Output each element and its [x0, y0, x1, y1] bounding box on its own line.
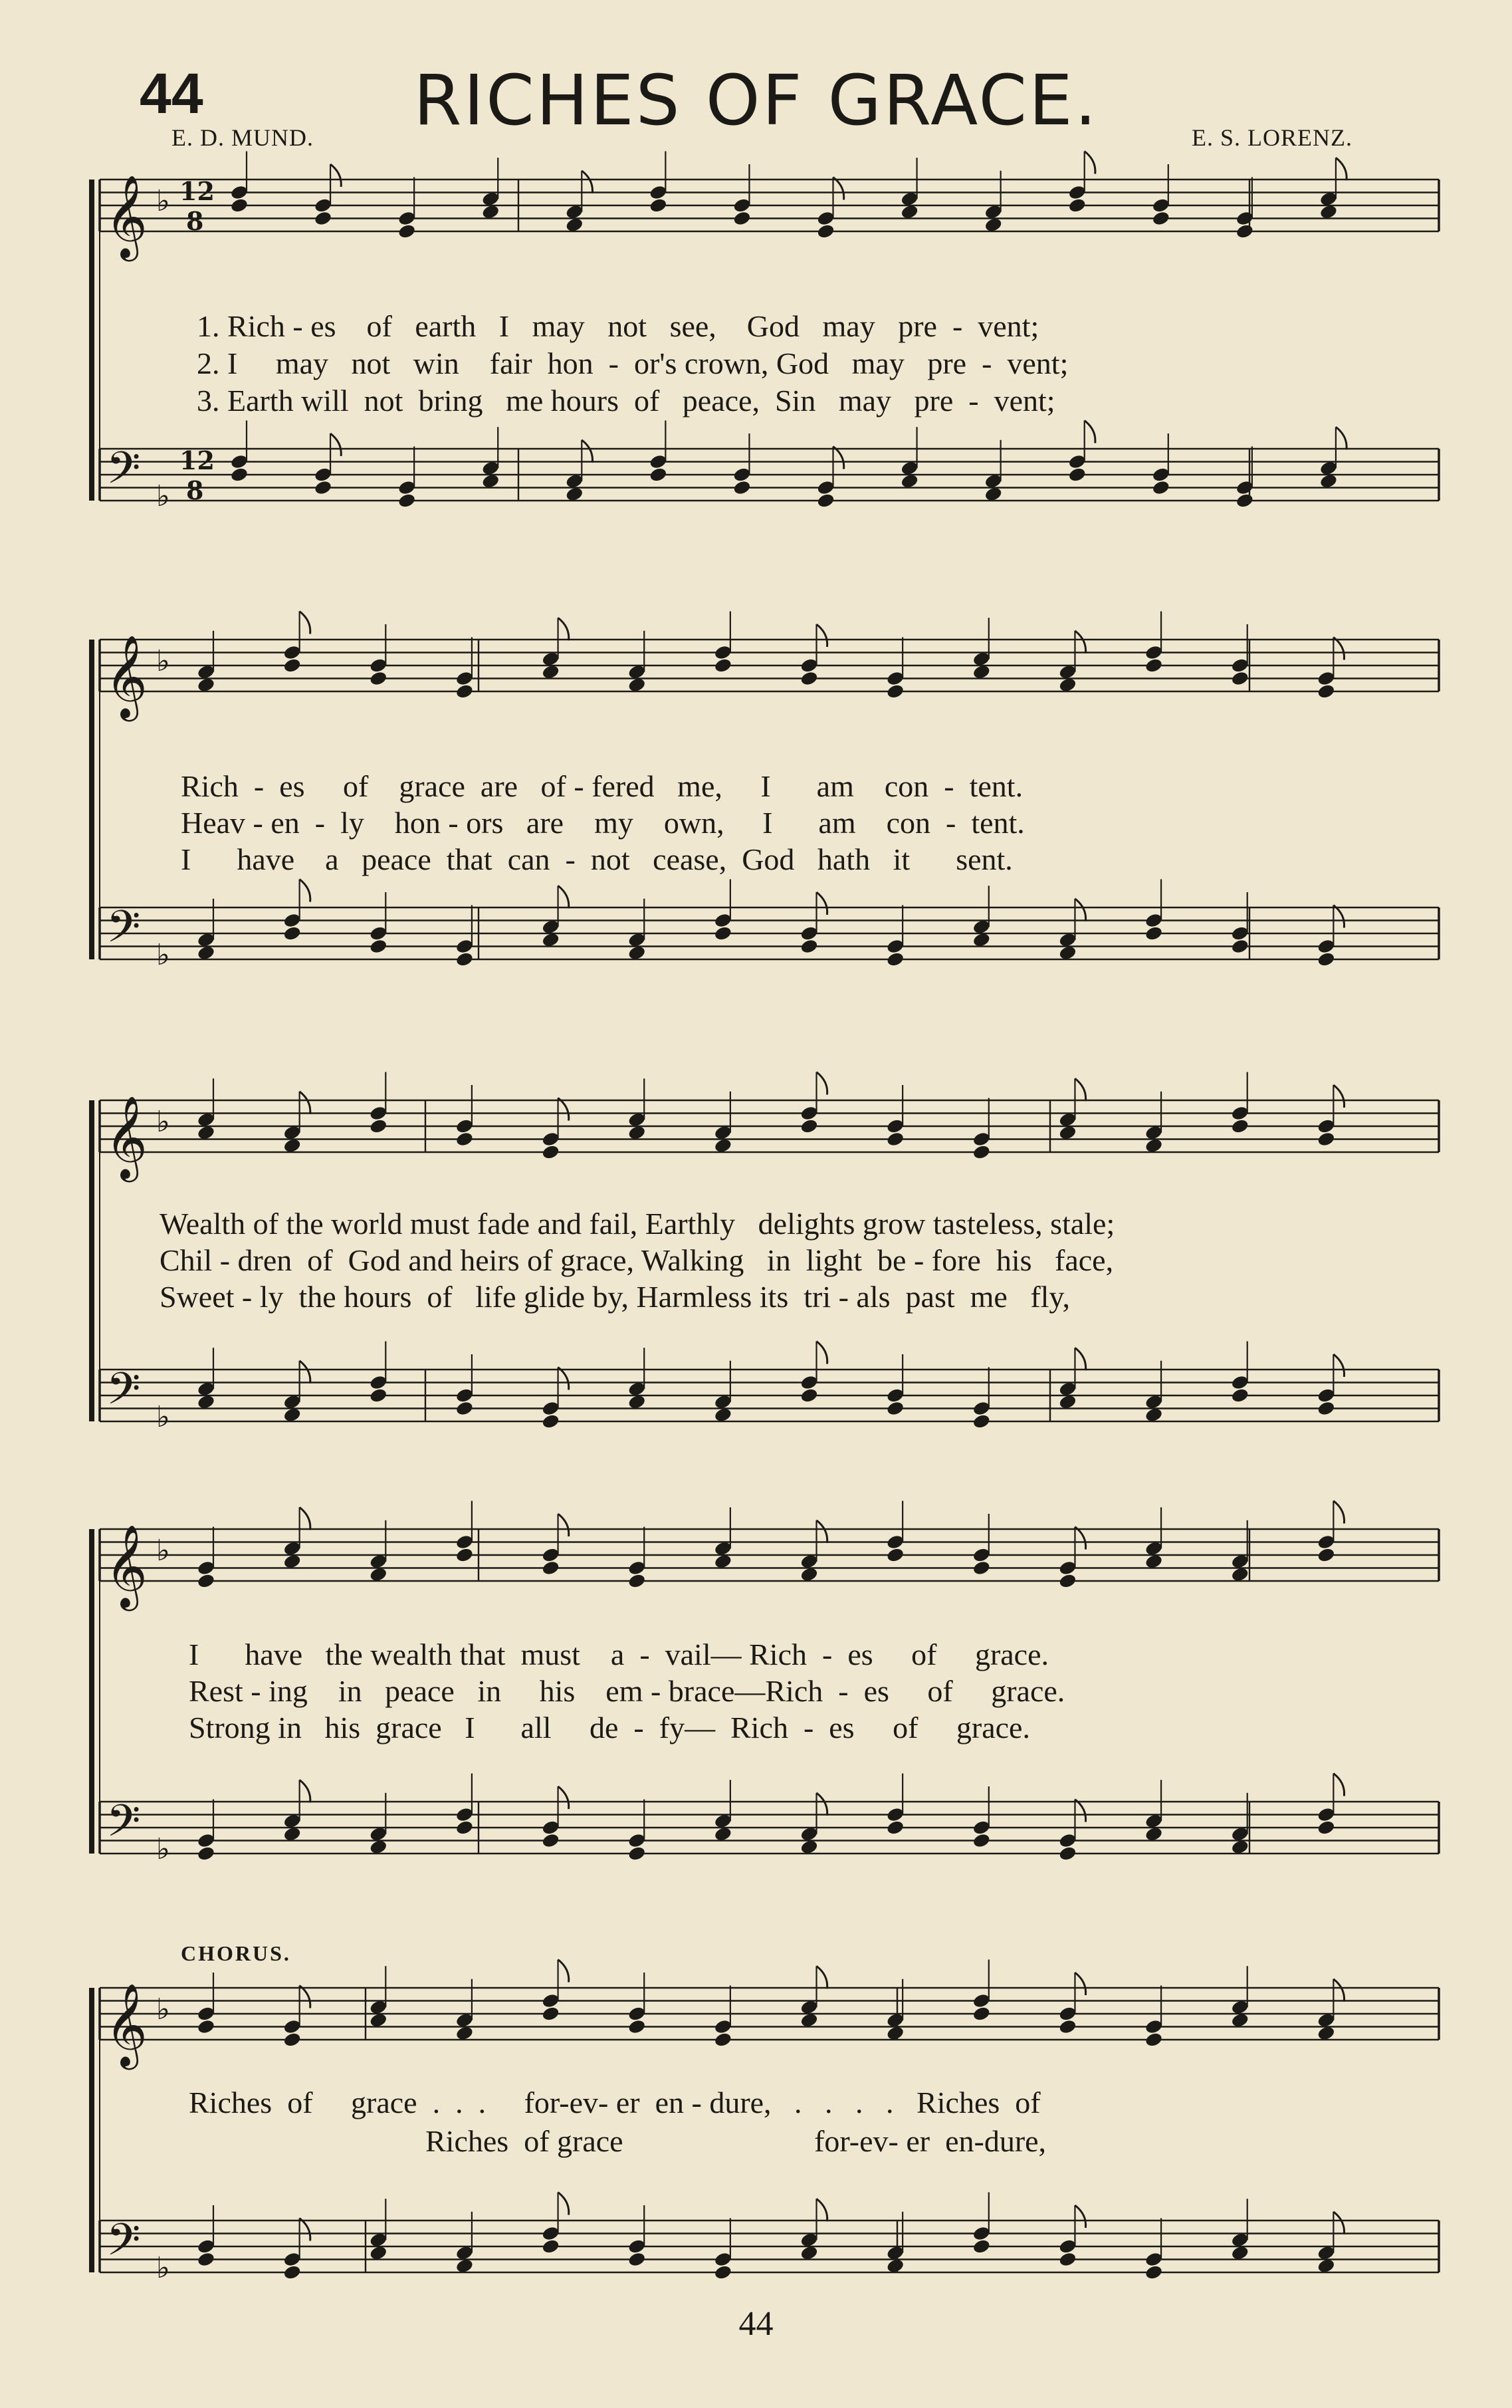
flat-sign-icon: ♭ [156, 938, 170, 972]
verse-1-line-4: I have the wealth that must a - vail— Rich - es of grace. [189, 1637, 1049, 1671]
treble-clef-icon: 𝄞 [105, 1096, 148, 1179]
note-head [1230, 670, 1249, 687]
note-head [1058, 1846, 1077, 1862]
verse-1-line-3: Wealth of the world must fade and fail, Earthly delights grow tasteless, stale; [160, 1207, 1115, 1241]
note-flag [1333, 1501, 1344, 1524]
note-head [886, 951, 905, 968]
verse-3-line-2: I have a peace that can - not cease, God hath it sent. [181, 842, 1013, 876]
note-flag [558, 2193, 569, 2215]
footer-page-number: 44 [738, 2305, 774, 2343]
note-head [800, 1118, 819, 1135]
treble-clef-icon: 𝄞 [105, 1983, 148, 2066]
note-flag [1336, 158, 1347, 180]
note-head [1144, 2032, 1164, 2048]
note-head [455, 683, 475, 700]
note-head [1317, 951, 1336, 968]
note-head [649, 467, 668, 483]
page-number: 44 [140, 62, 203, 126]
note-head [1317, 1820, 1336, 1836]
note-head [455, 1820, 475, 1836]
note-head [1144, 658, 1164, 674]
note-head [541, 2238, 560, 2255]
note-head [541, 1413, 560, 1430]
note-flag [1333, 1085, 1344, 1108]
note-head [455, 951, 475, 968]
note-head [816, 223, 835, 240]
note-head [1058, 2251, 1077, 2268]
note-head [972, 2006, 991, 2022]
note-flag [330, 433, 341, 456]
verse-2-line-4: Rest - ing in peace in his em - brace—Rich - es of grace. [189, 1674, 1065, 1708]
note-head [282, 925, 302, 942]
note-head [886, 683, 905, 700]
composer-credit: E. S. LORENZ. [1192, 124, 1352, 151]
note-head [972, 1413, 991, 1430]
note-flag [300, 2219, 310, 2241]
note-head [627, 1846, 647, 1862]
note-head [627, 2251, 647, 2268]
note-flag [1075, 1527, 1085, 1550]
note-head [369, 938, 388, 955]
note-head [1067, 197, 1087, 214]
note-head [972, 1832, 991, 1849]
note-head [541, 1832, 560, 1849]
note-flag [1333, 905, 1344, 928]
note-flag [817, 1793, 827, 1816]
note-head [732, 210, 752, 227]
note-head [732, 479, 752, 496]
note-head [1230, 1387, 1249, 1404]
note-flag [1333, 2212, 1344, 2234]
chorus-lyric-line-1: Riches of grace . . . for-ev- er en - dure, . . . . Riches of [189, 2086, 1041, 2119]
bass-clef-icon: 𝄢 [106, 1795, 141, 1858]
note-head [197, 1573, 216, 1590]
flat-sign-icon: ♭ [156, 479, 170, 513]
note-flag [582, 171, 592, 193]
note-head [282, 2264, 302, 2281]
flat-sign-icon: ♭ [156, 2251, 170, 2285]
note-flag [833, 178, 844, 200]
note-head [1236, 493, 1255, 509]
note-head [541, 1560, 560, 1576]
note-flag [1333, 1979, 1344, 2002]
note-head [1144, 2264, 1164, 2281]
note-head [455, 1400, 475, 1417]
note-flag [1333, 638, 1344, 660]
note-head [886, 1131, 905, 1147]
bass-clef-icon: 𝄢 [106, 442, 141, 505]
note-head [282, 2032, 302, 2048]
note-flag [558, 1368, 569, 1390]
verse-3-line-4: Strong in his grace I all de - fy— Rich - es of grace. [189, 1711, 1030, 1745]
note-flag [558, 886, 569, 908]
note-flag [1085, 421, 1095, 443]
flat-sign-icon: ♭ [156, 1992, 170, 2026]
note-head [197, 2251, 216, 2268]
flat-sign-icon: ♭ [156, 1105, 170, 1139]
note-flag [300, 1507, 310, 1530]
note-head [1317, 1131, 1336, 1147]
note-flag [330, 164, 341, 187]
flat-sign-icon: ♭ [156, 1832, 170, 1866]
note-head [627, 2018, 647, 2035]
note-flag [817, 2199, 827, 2221]
note-flag [558, 1098, 569, 1121]
note-flag [1333, 1354, 1344, 1377]
treble-time-signature-bottom: 8 [186, 206, 204, 236]
note-head [455, 1547, 475, 1564]
verse-3-line-1: 3. Earth will not bring me hours of peace, Sin may pre - vent; [197, 384, 1055, 418]
note-flag [300, 1780, 310, 1802]
flat-sign-icon: ♭ [156, 644, 170, 678]
note-head [649, 197, 668, 214]
note-flag [817, 1072, 827, 1095]
note-head [816, 493, 835, 509]
note-head [886, 1820, 905, 1836]
note-flag [300, 612, 310, 634]
bass-clef-icon: 𝄢 [106, 1363, 141, 1425]
note-head [886, 1400, 905, 1417]
note-head [397, 493, 417, 509]
bass-time-signature-top: 12 [179, 445, 215, 476]
note-head [369, 670, 388, 687]
note-head [314, 210, 333, 227]
note-head [1058, 1573, 1077, 1590]
note-flag [1333, 1774, 1344, 1796]
note-flag [1075, 1973, 1085, 1995]
note-flag [817, 1520, 827, 1543]
note-head [714, 925, 733, 942]
flat-sign-icon: ♭ [156, 184, 170, 218]
note-head [714, 658, 733, 674]
note-flag [300, 1361, 310, 1384]
note-head [714, 2032, 733, 2048]
flat-sign-icon: ♭ [156, 1534, 170, 1568]
note-flag [833, 447, 844, 469]
note-flag [1075, 1078, 1085, 1101]
note-head [541, 2006, 560, 2022]
verse-1-line-2: Rich - es of grace are of - fered me, I am con - tent. [181, 769, 1024, 803]
note-head [972, 2238, 991, 2255]
bass-clef-icon: 𝄢 [106, 2214, 141, 2276]
note-head [1144, 925, 1164, 942]
note-head [1151, 479, 1170, 496]
hymn-title: RICHES OF GRACE. [413, 60, 1099, 141]
treble-time-signature-top: 12 [179, 176, 215, 207]
verse-2-line-1: 2. I may not win fair hon - or's crown, God may pre - vent; [197, 346, 1069, 380]
note-head [714, 2264, 733, 2281]
bass-clef-icon: 𝄢 [106, 901, 141, 963]
note-head [800, 938, 819, 955]
note-flag [300, 880, 310, 902]
flat-sign-icon: ♭ [156, 1400, 170, 1434]
note-flag [300, 1092, 310, 1114]
bass-time-signature-bottom: 8 [186, 475, 204, 505]
note-head [1230, 1118, 1249, 1135]
note-head [1067, 467, 1087, 483]
note-head [1058, 2018, 1077, 2035]
note-head [541, 1144, 560, 1161]
note-head [1317, 1400, 1336, 1417]
verse-2-line-2: Heav - en - ly hon - ors are my own, I am con - tent. [181, 806, 1025, 840]
note-flag [558, 618, 569, 640]
note-flag [1075, 1348, 1085, 1370]
note-head [1317, 683, 1336, 700]
note-flag [817, 624, 827, 647]
note-head [197, 1846, 216, 1862]
treble-clef-icon: 𝄞 [105, 175, 148, 258]
lyricist-credit: E. D. MUND. [171, 124, 314, 151]
note-head [800, 1387, 819, 1404]
note-head [1317, 1547, 1336, 1564]
note-head [230, 467, 249, 483]
note-head [397, 223, 417, 240]
chorus-label: CHORUS. [181, 1941, 291, 1965]
note-head [627, 1573, 647, 1590]
note-head [1236, 223, 1255, 240]
verse-3-line-3: Sweet - ly the hours of life glide by, Harmless its tri - als past me fly, [160, 1280, 1070, 1314]
note-flag [582, 440, 592, 463]
note-flag [1075, 1800, 1085, 1822]
note-flag [558, 1960, 569, 1983]
note-head [369, 1387, 388, 1404]
note-head [1151, 210, 1170, 227]
note-flag [1075, 631, 1085, 654]
note-flag [817, 892, 827, 915]
note-flag [1075, 2205, 1085, 2228]
note-head [282, 658, 302, 674]
treble-clef-icon: 𝄞 [105, 1524, 148, 1608]
note-head [314, 479, 333, 496]
note-head [972, 1560, 991, 1576]
note-flag [558, 1786, 569, 1809]
note-head [230, 197, 249, 214]
note-head [1230, 938, 1249, 955]
note-head [455, 1131, 475, 1147]
note-flag [558, 1514, 569, 1536]
note-head [197, 2018, 216, 2035]
verse-1-line-1: 1. Rich - es of earth I may not see, God may pre - vent; [197, 309, 1039, 343]
treble-clef-icon: 𝄞 [105, 635, 148, 718]
note-flag [1075, 899, 1085, 921]
note-flag [817, 1342, 827, 1364]
note-head [972, 1144, 991, 1161]
note-head [369, 1118, 388, 1135]
note-flag [1085, 152, 1095, 174]
note-head [800, 670, 819, 687]
note-flag [817, 1966, 827, 1988]
note-head [886, 1547, 905, 1564]
note-flag [300, 1986, 310, 2008]
note-flag [1336, 427, 1347, 449]
verse-2-line-3: Chil - dren of God and heirs of grace, Walking in light be - fore his face, [160, 1243, 1114, 1277]
chorus-lyric-line-2: Riches of grace for-ev- er en-dure, [425, 2124, 1047, 2158]
